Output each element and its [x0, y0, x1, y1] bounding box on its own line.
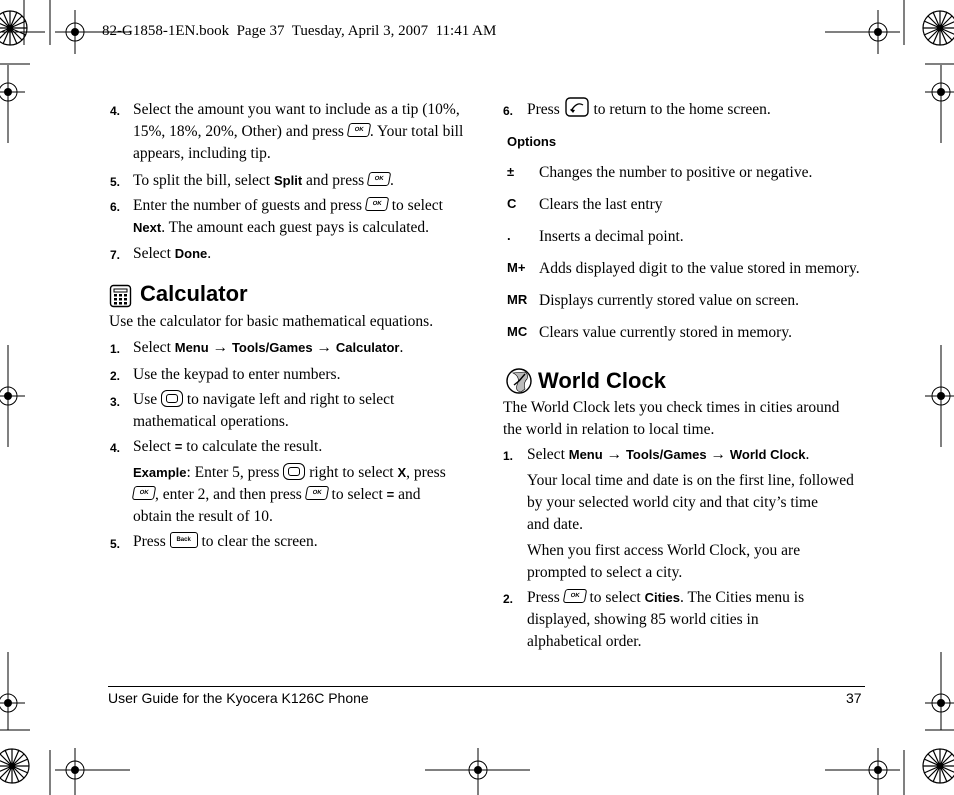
step-text — [527, 444, 809, 466]
softkey-label: = — [174, 439, 183, 454]
softkey-label: Done — [174, 246, 208, 261]
softkey-label: Next — [133, 220, 162, 235]
page-number: 37 — [846, 690, 862, 706]
menu-path-arrow: → — [606, 446, 623, 463]
option-description: Displays currently stored value on screen. — [539, 292, 799, 309]
example-text: obtain the result of 10. — [133, 508, 273, 525]
step-text-part: to select — [391, 197, 443, 214]
step-text — [133, 170, 394, 192]
example-text: to select — [331, 486, 383, 503]
menu-path-item: Menu — [568, 447, 603, 462]
menu-path-item: Calculator — [335, 340, 400, 355]
softkey-label: X — [397, 465, 407, 480]
step-text-part: . Your total bill appears, including tip. — [133, 123, 464, 162]
step-text-part: Select — [527, 446, 565, 463]
navigation-key-icon — [161, 390, 183, 407]
calculator-icon — [109, 284, 133, 308]
footer-title: User Guide for the Kyocera K126C Phone — [108, 690, 369, 706]
step-text-part: Select — [133, 339, 171, 356]
ok-key-icon: OK — [562, 589, 586, 603]
example-text: : Enter 5, press — [186, 464, 280, 481]
step-text-part: Press — [527, 101, 560, 118]
paragraph-line: When you first access World Clock, you are — [527, 542, 801, 559]
step-text: Use the keypad to enter numbers. — [133, 366, 341, 383]
example-text: right to select — [309, 464, 394, 481]
example-label: Example — [133, 465, 187, 480]
step-text — [133, 99, 473, 165]
step-text-part: Enter the number of guests and press — [133, 197, 362, 214]
step-number: 5. — [110, 175, 121, 189]
step-text — [133, 531, 318, 553]
step-text-part: mathematical operations. — [133, 413, 289, 430]
step-text-part: Press — [133, 533, 166, 550]
example-text: and — [398, 486, 421, 503]
example-text: , enter 2, and then press — [155, 486, 302, 503]
option-key: . — [507, 228, 511, 243]
ok-key-icon: OK — [132, 486, 156, 500]
intro-line: the world in relation to local time. — [503, 421, 715, 438]
step-number: 3. — [110, 395, 121, 409]
example-block — [133, 462, 446, 528]
example-text: , press — [406, 464, 446, 481]
step-text — [133, 389, 394, 433]
print-slug: 82-G1858-1EN.book Page 37 Tuesday, April 3, 2007 11:41 AM — [102, 23, 497, 39]
menu-path-arrow: → — [212, 339, 229, 356]
option-description: Adds displayed digit to the value stored in memory. — [539, 260, 860, 277]
back-key-icon: Back — [170, 532, 198, 548]
step-text — [527, 587, 804, 653]
section-intro: Use the calculator for basic mathematical equations. — [109, 313, 434, 330]
step-number: 7. — [110, 248, 121, 262]
paragraph-line: and date. — [527, 516, 583, 533]
option-key: MC — [507, 324, 528, 339]
paragraph-line: Your local time and date is on the first line, followed — [527, 472, 854, 489]
step-text — [527, 99, 771, 121]
menu-path-item: Tools/Games — [625, 447, 707, 462]
softkey-label: Split — [273, 173, 303, 188]
step-number: 1. — [503, 449, 514, 463]
ok-key-icon: OK — [367, 172, 391, 186]
paragraph-line: by your selected world city and that city’s time — [527, 494, 818, 511]
step-text-part: to navigate left and right to select — [186, 391, 395, 408]
step-text-part: alphabetical order. — [527, 633, 642, 650]
step-text-part: Press — [527, 589, 560, 606]
paragraph — [527, 470, 854, 536]
intro-line: The World Clock lets you check times in cities around — [503, 399, 840, 416]
option-key: ± — [507, 164, 515, 179]
step-text — [133, 436, 322, 458]
softkey-label: = — [386, 487, 395, 502]
step-text — [133, 337, 403, 359]
step-number: 5. — [110, 537, 121, 551]
softkey-label: Cities — [644, 590, 680, 605]
menu-path-item: World Clock — [729, 447, 806, 462]
step-text — [133, 195, 478, 239]
step-text-part: . — [805, 446, 810, 463]
ok-key-icon: OK — [304, 486, 328, 500]
option-key: MR — [507, 292, 528, 307]
menu-path-arrow: → — [316, 339, 333, 356]
world-clock-icon — [505, 367, 533, 395]
option-key: M+ — [507, 260, 526, 275]
step-number: 1. — [110, 342, 121, 356]
menu-path-arrow: → — [710, 446, 727, 463]
step-text-part: Select the amount you want to include as a tip (10%, 15%, 18%, 20%, Other) and press — [133, 101, 460, 140]
paragraph — [527, 540, 800, 584]
option-key: C — [507, 196, 517, 211]
step-text-part: Select — [133, 438, 171, 455]
option-description: Inserts a decimal point. — [539, 228, 684, 245]
footer-rule — [108, 686, 865, 687]
step-text-part: to return to the home screen. — [593, 101, 771, 118]
step-text-part: . — [390, 172, 394, 189]
step-text-part: . — [399, 339, 404, 356]
menu-path-item: Menu — [174, 340, 209, 355]
step-text-part: Use — [133, 391, 158, 408]
step-number: 2. — [503, 592, 514, 606]
step-text-part: . The amount each guest pays is calculated. — [161, 219, 430, 236]
step-number: 6. — [110, 200, 121, 214]
option-description: Clears the last entry — [539, 196, 663, 213]
section-intro — [503, 397, 839, 441]
step-text-part: Select — [133, 245, 171, 262]
step-text-part: to select — [589, 589, 641, 606]
paragraph-line: prompted to select a city. — [527, 564, 683, 581]
step-text-part: displayed, showing 85 world cities in — [527, 611, 759, 628]
step-text-part: . The Cities menu is — [679, 589, 805, 606]
ok-key-icon: OK — [347, 123, 371, 137]
ok-key-icon: OK — [365, 197, 389, 211]
menu-path-item: Tools/Games — [231, 340, 313, 355]
options-heading: Options — [507, 134, 557, 149]
section-heading: World Clock — [538, 368, 666, 393]
step-text-part: and press — [306, 172, 365, 189]
step-number: 2. — [110, 369, 121, 383]
step-text-part: . — [207, 245, 212, 262]
step-number: 4. — [110, 441, 121, 455]
step-text — [133, 243, 211, 265]
navigation-key-icon — [283, 463, 305, 480]
step-text-part: To split the bill, select — [133, 172, 271, 189]
step-number: 6. — [503, 104, 514, 118]
end-key-icon — [564, 97, 590, 117]
step-text-part: to clear the screen. — [201, 533, 318, 550]
section-heading: Calculator — [140, 281, 248, 306]
step-number: 4. — [110, 104, 121, 118]
step-text-part: to calculate the result. — [186, 438, 323, 455]
option-description: Changes the number to positive or negative. — [539, 164, 813, 181]
option-description: Clears value currently stored in memory. — [539, 324, 792, 341]
